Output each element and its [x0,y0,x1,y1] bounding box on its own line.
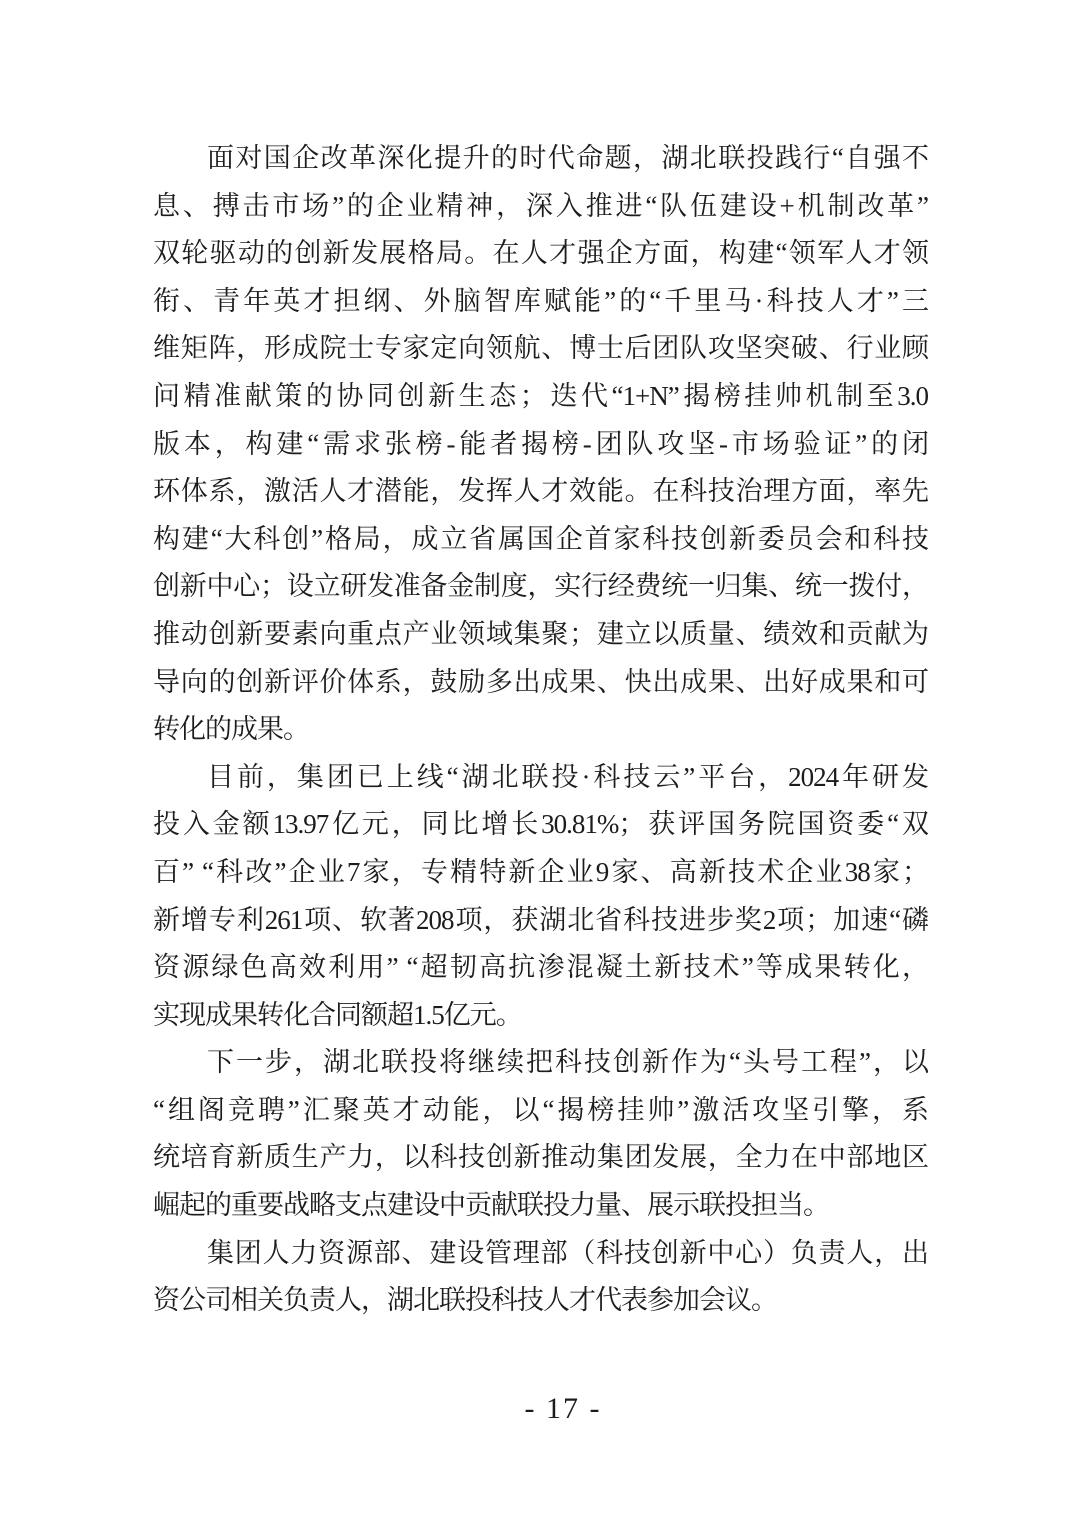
text-line: 面对国企改革深化提升的时代命题，湖北联投践行“自强不 [207,143,928,173]
text-line: 推动创新要素向重点产业领域集聚；建立以质量、绩效和贡献为 [153,618,928,649]
text-line: 双轮驱动的创新发展格局。在人才强企方面，构建“领军人才领 [153,238,928,269]
text-line: 下一步，湖北联投将继续把科技创新作为“头号工程”，以 [207,1047,928,1078]
text-line: 转化的成果。 [153,714,309,745]
text-line: 版本，构建“需求张榜-能者揭榜-团队攻坚-市场验证”的闭 [153,428,928,459]
document-body [153,135,928,1325]
page-number: - 17 - [524,1392,602,1425]
text-line: 目前，集团已上线“湖北联投·科技云”平台，2024年研发 [207,761,928,792]
paragraph-2 [153,754,928,1040]
paragraph-4 [153,1230,928,1325]
paragraph-3 [153,1039,928,1229]
paragraph-1 [153,135,928,754]
text-line: 息、搏击市场”的企业精神，深入推进“队伍建设+机制改革” [153,190,928,221]
text-line: 创新中心；设立研发准备金制度，实行经费统一归集、统一拨付， [153,571,928,602]
text-line: 百” “科改”企业7家，专精特新企业9家、高新技术企业38家； [153,856,928,887]
text-line: 统培育新质生产力，以科技创新推动集团发展，全力在中部地区 [153,1142,928,1173]
text-line: 投入金额13.97亿元，同比增长30.81%；获评国务院国资委“双 [153,809,928,840]
text-line: 构建“大科创”格局，成立省属国企首家科技创新委员会和科技 [153,523,928,554]
text-line: 崛起的重要战略支点建设中贡献联投力量、展示联投担当。 [153,1190,829,1221]
text-line: 资源绿色高效利用” “超韧高抗渗混凝土新技术”等成果转化， [153,952,928,983]
text-line: 导向的创新评价体系，鼓励多出成果、快出成果、出好成果和可 [153,666,928,697]
text-line: 衔、青年英才担纲、外脑智库赋能”的“千里马·科技人才”三 [153,285,928,316]
text-line: “组阁竞聘”汇聚英才动能，以“揭榜挂帅”激活攻坚引擎，系 [153,1094,928,1125]
text-line: 环体系，激活人才潜能，发挥人才效能。在科技治理方面，率先 [153,476,928,507]
text-line: 问精准献策的协同创新生态；迭代“1+N”揭榜挂帅机制至3.0 [153,380,928,411]
text-line: 维矩阵，形成院士专家定向领航、博士后团队攻坚突破、行业顾 [153,333,928,364]
text-line: 资公司相关负责人，湖北联投科技人才代表参加会议。 [153,1285,777,1316]
text-line: 新增专利261项、软著208项，获湖北省科技进步奖2项；加速“磷 [153,904,928,935]
text-line: 实现成果转化合同额超1.5亿元。 [153,999,522,1030]
text-line: 集团人力资源部、建设管理部（科技创新中心）负责人，出 [207,1237,928,1268]
